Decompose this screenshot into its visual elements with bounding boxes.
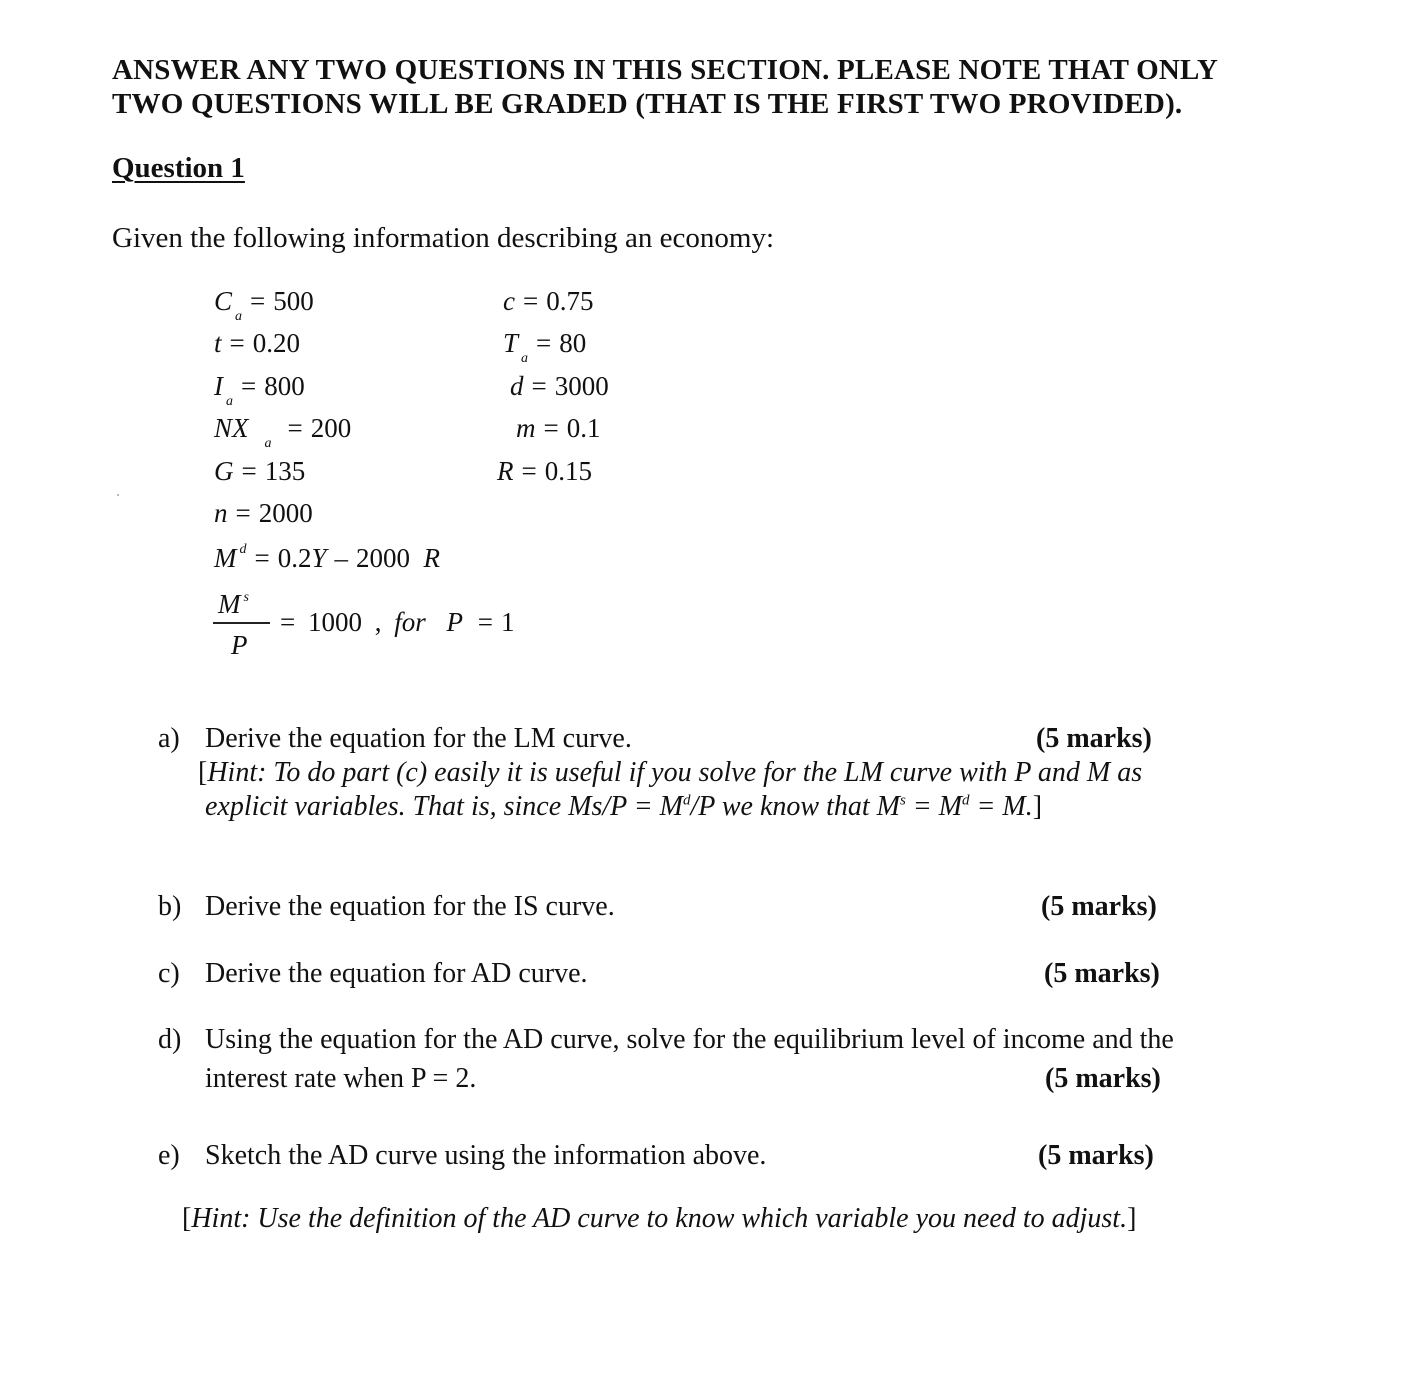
question-title: Question 1 (112, 152, 245, 184)
part-a-hint-line-2 (205, 791, 1042, 823)
md-coef-r: 2000 (356, 543, 411, 573)
hint-open-bracket: [ (198, 757, 208, 788)
var-r (497, 456, 592, 487)
part-e-hint (182, 1203, 1136, 1235)
ms-den-symbol: P (231, 630, 248, 660)
ms-value: 1000 (307, 607, 362, 637)
var-g-value: 135 (264, 456, 306, 486)
ms-denominator (231, 630, 248, 661)
var-t-symbol: t (214, 328, 222, 358)
part-d-text-2: interest rate when P = 2. (205, 1063, 477, 1094)
equals-sign: = (235, 498, 251, 528)
money-demand-equation (214, 543, 440, 574)
part-a-marks: (5 marks) (1036, 723, 1152, 754)
part-b-text: Derive the equation for the IS curve. (205, 891, 615, 922)
var-ca-sub: a (235, 309, 243, 324)
instructions-line-1: ANSWER ANY TWO QUESTIONS IN THIS SECTION. PLEASE NOTE THAT ONLY (112, 54, 1219, 86)
var-ia (214, 371, 305, 409)
md-r: R (423, 543, 441, 573)
hint-open-bracket: [ (182, 1203, 192, 1234)
var-ca-symbol: C (214, 286, 233, 316)
part-d-text-1: Using the equation for the AD curve, solve for the equilibrium level of income and the (205, 1024, 1174, 1055)
var-n-symbol: n (214, 498, 228, 528)
var-m (516, 413, 600, 444)
part-b-label: b) (158, 891, 182, 922)
var-r-value: 0.15 (544, 456, 592, 486)
md-y: Y (311, 543, 327, 573)
scan-speck (117, 494, 119, 496)
var-d (510, 371, 609, 402)
equals-sign: = (521, 456, 537, 486)
part-e-marks: (5 marks) (1038, 1140, 1154, 1171)
md-minus: – (334, 543, 349, 573)
instructions-line-2: TWO QUESTIONS WILL BE GRADED (THAT IS THE FIRST TWO PROVIDED). (112, 88, 1183, 120)
var-c-symbol: c (503, 286, 515, 316)
ms-num-symbol: M (218, 589, 241, 619)
ms-equation-rhs (280, 607, 514, 638)
part-b-marks: (5 marks) (1041, 891, 1157, 922)
equals-sign: = (531, 371, 547, 401)
part-c-text: Derive the equation for AD curve. (205, 958, 588, 989)
var-nxa-value: 200 (310, 413, 352, 443)
part-e-text: Sketch the AD curve using the information above. (205, 1140, 767, 1171)
var-m-symbol: m (516, 413, 536, 443)
part-a-text: Derive the equation for the LM curve. (205, 723, 632, 754)
equals-sign: = (280, 607, 296, 637)
var-t (214, 328, 300, 359)
equals-sign: = (477, 607, 493, 637)
fraction-bar (213, 622, 270, 624)
var-t-value: 0.20 (252, 328, 300, 358)
var-g (214, 456, 305, 487)
hint-line2-end: = M. (969, 791, 1033, 822)
part-a-hint-line-1 (198, 757, 1142, 789)
var-d-value: 3000 (554, 371, 609, 401)
part-c-marks: (5 marks) (1044, 958, 1160, 989)
var-c (503, 286, 593, 317)
var-n-value: 2000 (258, 498, 313, 528)
hint-sup-3: d (962, 792, 970, 809)
md-symbol: M (214, 543, 237, 573)
part-d-marks: (5 marks) (1045, 1063, 1161, 1094)
part-d-label: d) (158, 1024, 182, 1055)
part-e-hint-text: Hint: Use the definition of the AD curve to know which variable you need to adjust. (191, 1203, 1128, 1234)
ms-p-value: 1 (500, 607, 515, 637)
var-nxa (214, 413, 352, 451)
question-intro: Given the following information describing an economy: (112, 222, 775, 254)
var-ia-sub: a (226, 394, 233, 409)
var-ia-value: 800 (264, 371, 305, 401)
var-ta-sub: a (521, 351, 529, 366)
hint-sup-2: s (899, 792, 906, 809)
equals-sign: = (254, 543, 270, 573)
hint-close-bracket: ] (1127, 1203, 1137, 1234)
equals-sign: = (250, 286, 266, 316)
hint-sup-1: d (682, 792, 691, 809)
ms-p-symbol: P (446, 607, 463, 637)
var-g-symbol: G (214, 456, 234, 486)
var-ca-value: 500 (273, 286, 314, 316)
equals-sign: = (543, 413, 559, 443)
var-n (214, 498, 313, 529)
md-coef: 0.2 (277, 543, 312, 573)
var-ta-symbol: T (503, 328, 519, 358)
equals-sign: = (536, 328, 552, 358)
var-ta (503, 328, 587, 366)
equals-sign: = (241, 371, 257, 401)
var-ca (214, 286, 314, 324)
var-nxa-symbol: NX (214, 413, 249, 443)
var-ia-symbol: I (214, 371, 223, 401)
part-a-hint-text-1: Hint: To do part (c) easily it is useful if you solve for the LM curve with P and M as (207, 757, 1143, 788)
var-c-value: 0.75 (546, 286, 594, 316)
var-ta-value: 80 (559, 328, 587, 358)
var-nxa-sub: a (264, 436, 272, 451)
var-r-symbol: R (497, 456, 514, 486)
hint-line2-mid: /P we know that M (690, 791, 900, 822)
var-d-symbol: d (510, 371, 524, 401)
ms-sup: s (243, 590, 249, 605)
equals-sign: = (241, 456, 257, 486)
hint-close-bracket: ] (1032, 791, 1043, 822)
part-c-label: c) (158, 958, 180, 989)
equals-sign: = (522, 286, 539, 316)
var-m-value: 0.1 (566, 413, 601, 443)
equals-sign: = (229, 328, 245, 358)
ms-for: for (394, 607, 426, 637)
ms-numerator (218, 589, 249, 620)
part-e-label: e) (158, 1140, 180, 1171)
equals-sign: = (287, 413, 303, 443)
hint-line2-pre: explicit variables. That is, since Ms/P = M (205, 791, 683, 822)
part-a-label: a) (158, 723, 180, 754)
ms-comma: , (374, 607, 382, 637)
md-sup: d (239, 542, 247, 557)
hint-line2-eq: = M (905, 791, 963, 822)
